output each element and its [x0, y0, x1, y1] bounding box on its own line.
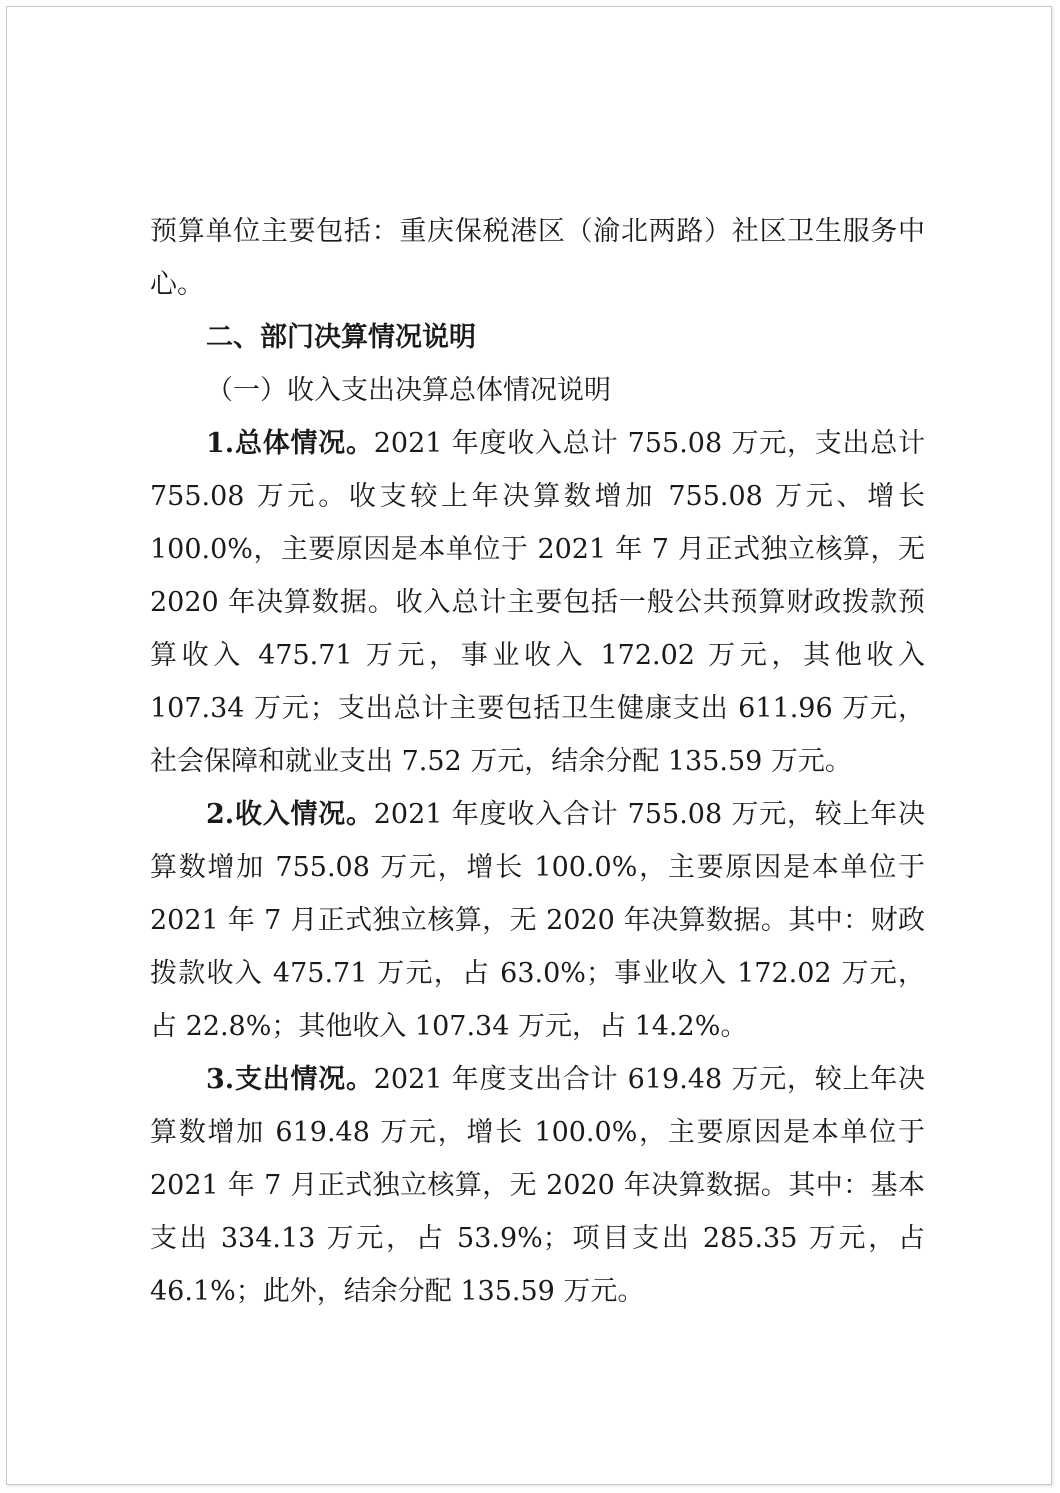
section-two-heading: 二、部门决算情况说明: [206, 322, 476, 353]
income-body: 2021 年度收入合计 755.08 万元，较上年决算数增加 755.08 万元，增长 100.0%，主要原因是本单位于 2021 年 7 月正式独立核算，无 2020 年决算数据。其中：财政拨款收入 475.71 万元，占 63.0%；事业收入 172.02 万元，占 22.8%；其他收入 107.34 万元，占 14.2%。: [150, 799, 926, 1042]
overall-paragraph: [150, 417, 925, 788]
income-lead: 2.收入情况。: [206, 799, 374, 830]
expenditure-lead: 3.支出情况。: [206, 1064, 374, 1095]
document-body: [150, 205, 925, 1318]
expenditure-body: 2021 年度支出合计 619.48 万元，较上年决算数增加 619.48 万元，增长 100.0%，主要原因是本单位于 2021 年 7 月正式独立核算，无 2020 年决算数据。其中：基本支出 334.13 万元，占 53.9%；项目支出 285.35 万元，占 46.1%；此外，结余分配 135.59 万元。: [150, 1064, 926, 1307]
expenditure-paragraph: [150, 1053, 925, 1318]
overall-body: 2021 年度收入总计 755.08 万元，支出总计 755.08 万元。收支较上年决算数增加 755.08 万元、增长 100.0%，主要原因是本单位于 2021 年 7 月正式独立核算，无 2020 年决算数据。收入总计主要包括一般公共预算财政拨款预算收入 475.71 万元，事业收入 172.02 万元，其他收入 107.34 万元；支出总计主要包括卫生健康支出 611.96 万元，社会保障和就业支出 7.52 万元，结余分配 135.59 万元。: [150, 428, 926, 777]
income-paragraph: [150, 788, 925, 1053]
subsection-one-heading: （一）收入支出决算总体情况说明: [206, 375, 611, 406]
overall-lead: 1.总体情况。: [206, 428, 374, 459]
intro-paragraph: 预算单位主要包括：重庆保税港区（渝北两路）社区卫生服务中心。: [150, 216, 925, 300]
document-page: [6, 6, 1052, 1485]
